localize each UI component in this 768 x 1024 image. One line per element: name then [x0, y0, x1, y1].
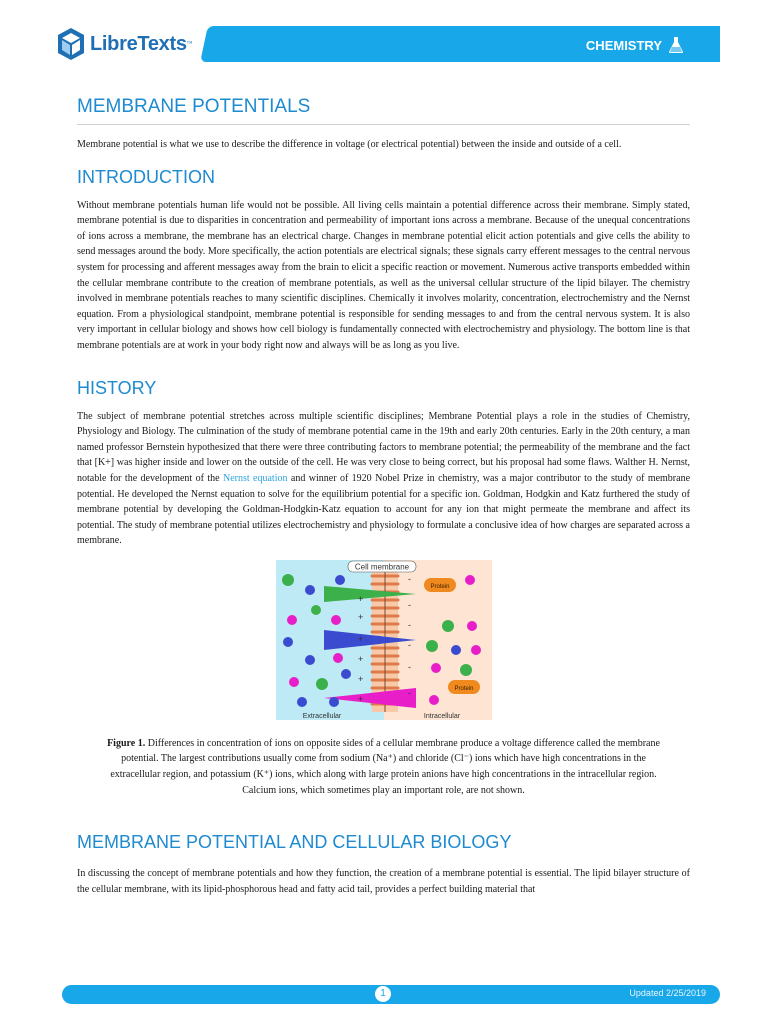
protein-label-top: Protein: [429, 583, 450, 590]
figure-caption-label: Figure 1.: [107, 737, 146, 749]
history-paragraph: [77, 409, 690, 549]
cellular-biology-paragraph: In discussing the concept of membrane potentials and how they function, the creation of a membrane potential is essential. The lipid bilayer structure of the cellular membrane, with its lipid-phosphorous head and fatty acid tail, provides a perfect building material that: [77, 868, 690, 895]
svg-text:+: +: [357, 673, 363, 684]
intro-paragraph: Membrane potential is what we use to describe the difference in voltage (or electrical potential) between the inside and outside of a cell.: [77, 139, 622, 150]
extracellular-label: Extracellular: [302, 712, 341, 720]
svg-text:-: -: [407, 573, 411, 584]
svg-text:+: +: [357, 653, 363, 664]
cell-membrane-label: Cell membrane: [354, 562, 409, 572]
updated-date: Updated 2/25/2019: [629, 988, 706, 998]
page-footer: [62, 985, 720, 1004]
svg-text:+: +: [357, 611, 363, 622]
membrane-diagram: [276, 560, 492, 720]
section-heading-cellular-biology: MEMBRANE POTENTIAL AND CELLULAR BIOLOGY: [77, 832, 512, 853]
page-title: MEMBRANE POTENTIALS: [77, 96, 690, 125]
subject-text: CHEMISTRY: [585, 37, 662, 53]
introduction-paragraph: Without membrane potentials human life would not be possible. All living cells maintain a potential difference across their membrane. Simply stated, membrane potential is due to disparities in concentration and permeability of important ions across a membrane. Because of the unequal concentrations of ions across a membrane, the membrane has an electrical charge. Changes in membrane potential elicit action potentials and give cells the ability to send messages around the body. More specifically, the action potentials are electrical signals; these signals carry efferent messages to the central nervous system for processing and afferent messages away from the brain to elicit a specific reaction or movement. Numerous active transports embedded within the cellular membrane contribute to the creation of membrane potentials, as well as the universal cellular structure of the lipid bilayer. The chemistry involved in membrane potentials reaches to many scientific disciplines. Chemically it involves molarity, concentration, electrochemistry and the Nernst equation. From a physiological standpoint, membrane potential is responsible for sending messages to and from the central nervous system. It is also very important in cellular biology and shows how cell biology is fundamentally connected with electrochemistry and physiology. The bottom line is that membrane potentials are at work in your body right now and always will be as long as you live.: [77, 199, 690, 351]
subject-label[interactable]: [586, 36, 684, 54]
page-number: 1: [375, 986, 391, 1002]
svg-text:-: -: [407, 687, 411, 698]
logo-text: LibreTexts: [90, 32, 187, 55]
libretexts-logo[interactable]: [56, 24, 206, 64]
figure-caption-text: Differences in concentration of ions on opposite sides of a cellular membrane produce a voltage difference called the membrane potential. The largest contributions usually come from sodium (Na⁺) and chloride (Cl⁻) ions which have high concentrations in the extracellular region, and potassium (K⁺) ions, which along with large protein anions have high concentrations in the intracellular region. Calcium ions, which sometimes play an important role, are not shown.: [110, 737, 660, 796]
section-heading-introduction: INTRODUCTION: [77, 166, 215, 187]
svg-text:-: -: [407, 599, 411, 610]
membrane-figure: [276, 560, 492, 720]
svg-text:+: +: [357, 593, 363, 604]
svg-text:+: +: [357, 633, 363, 644]
protein-label-bottom: Protein: [453, 685, 474, 692]
page-content: [77, 96, 690, 897]
svg-text:-: -: [407, 661, 411, 672]
protein-anion-top: [424, 578, 456, 592]
section-heading-history: HISTORY: [77, 377, 157, 398]
nernst-equation-link[interactable]: Nernst equation: [222, 472, 288, 484]
history-text-part-1: The subject of membrane potential stretches across multiple scientific disciplines; Membrane Potential plays a role in the studies of Chemistry, Physiology and Biology. The culmination of the study of membrane potential came in the 19th and early 20th centuries. Early in the 20th century, a man named professor Bernstein hypothesized that there were three contributing factors to membrane potential; the permeability of the membrane and the fact that [K+] was higher inside and lower on the outside of the cell. He was very close to being correct, but his proposal had some flaws. Walther H. Nernst, notable for the development of the: [77, 410, 690, 484]
intracellular-label: Intracellular: [423, 712, 460, 720]
svg-text:-: -: [407, 639, 411, 650]
figure-caption: [77, 736, 690, 798]
flask-icon: [668, 36, 684, 54]
history-text-part-2: and winner of 1920 Nobel Prize in chemistry, was a major contributor to the study of membrane potential. He developed the Nernst equation to solve for the equilibrium potential for a specific ion. Goldman, Hodgkin and Katz furthered the study of membrane potential by developing the Goldman-Hodgkin-Katz equation to account for any ion that might permeate the membrane and affect its potential. The study of membrane potential utilizes electrochemistry and physiology to formulate a conclusive idea of how charges are separated across a membrane.: [77, 472, 691, 547]
libretexts-cube-icon: [56, 27, 86, 61]
svg-text:-: -: [407, 619, 411, 630]
logo-trademark: ™: [186, 41, 193, 47]
header-banner: [212, 26, 720, 62]
protein-anion-bottom: [448, 680, 480, 694]
svg-text:+: +: [357, 693, 363, 704]
